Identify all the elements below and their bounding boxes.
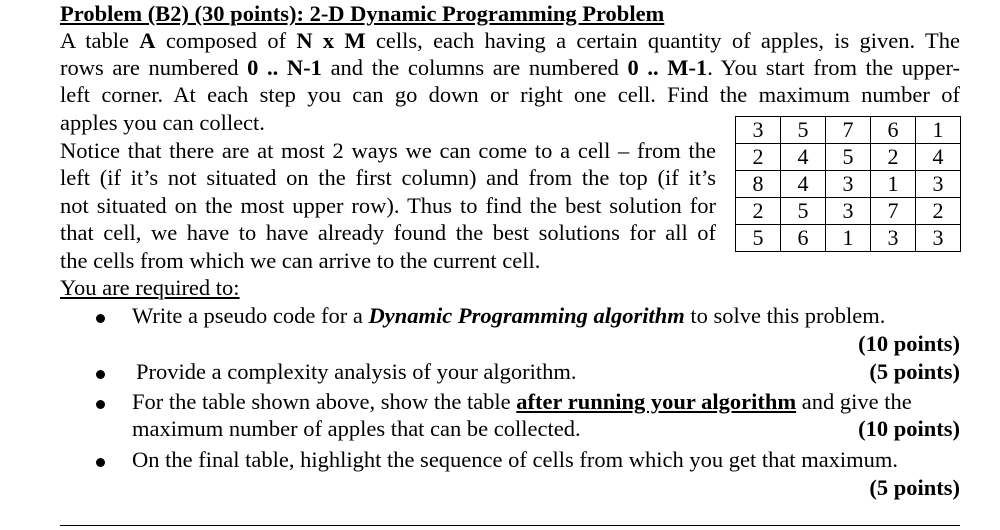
table-cell: 7: [826, 117, 871, 144]
bottom-rule: [60, 525, 960, 526]
bullet-dot: [96, 314, 105, 323]
bullet-dot: [96, 458, 105, 467]
bullet-4-text: On the final table, highlight the sequence of cells from which you get that maximum.: [132, 447, 899, 472]
table-cell: 8: [736, 171, 781, 198]
table-cell: 5: [736, 225, 781, 252]
table-row: [736, 117, 961, 144]
table-cell: 3: [826, 171, 871, 198]
table-cell: 1: [916, 117, 961, 144]
apples-table: [735, 116, 961, 252]
table-cell: 3: [736, 117, 781, 144]
table-cell: 1: [871, 171, 916, 198]
table-row: [736, 225, 961, 252]
intro-line-4: apples you can collect.: [60, 110, 265, 135]
notice-line-5: the cells from which we can arrive to the current cell.: [60, 248, 541, 273]
bullet-1-text: Write a pseudo code for a Dynamic Programming algorithm to solve this problem.: [132, 303, 886, 328]
table-cell: 3: [826, 198, 871, 225]
bullet-3-text-cont: maximum number of apples that can be collected.: [132, 416, 581, 441]
intro-line-2: rows are numbered 0 .. N-1 and the columns are numbered 0 .. M-1. You start from the upper-: [60, 55, 961, 80]
bullet-2-points: (5 points): [869, 359, 960, 384]
table-cell: 2: [736, 198, 781, 225]
bullet-2-text: Provide a complexity analysis of your algorithm.: [136, 359, 577, 384]
required-heading: You are required to:: [60, 275, 240, 300]
table-cell: 5: [826, 144, 871, 171]
table-cell: 2: [736, 144, 781, 171]
bullet-3-text: For the table shown above, show the table after running your algorithm and give the: [132, 389, 912, 414]
table-cell: 5: [781, 117, 826, 144]
bullet-4-points: (5 points): [869, 475, 960, 500]
table-cell: 5: [781, 198, 826, 225]
notice-line-1: Notice that there are at most 2 ways we can come to a cell – from the: [60, 138, 716, 163]
table-row: [736, 144, 961, 171]
table-cell: 6: [781, 225, 826, 252]
table-cell: 4: [781, 144, 826, 171]
table-cell: 4: [916, 144, 961, 171]
table-row: [736, 171, 961, 198]
table-cell: 2: [916, 198, 961, 225]
bullet-dot: [96, 370, 105, 379]
notice-line-3: not situated on the most upper row). Thus to find the best solution for: [60, 193, 716, 218]
table-cell: 3: [871, 225, 916, 252]
intro-line-1: A table A composed of N x M cells, each having a certain quantity of apples, is given. The: [60, 28, 960, 53]
table-cell: 3: [916, 225, 961, 252]
notice-line-4: that cell, we have to have already found the best solutions for all of: [60, 220, 716, 245]
bullet-3-points: (10 points): [858, 416, 960, 441]
notice-line-2: left (if it’s not situated on the first column) and from the top (if it’s: [60, 165, 716, 190]
table-row: [736, 198, 961, 225]
table-cell: 6: [871, 117, 916, 144]
table-cell: 3: [916, 171, 961, 198]
bullet-1-points: (10 points): [858, 331, 960, 356]
table-cell: 2: [871, 144, 916, 171]
bullet-dot: [96, 400, 105, 409]
table-cell: 1: [826, 225, 871, 252]
table-cell: 7: [871, 198, 916, 225]
intro-line-3: left corner. At each step you can go down or right one cell. Find the maximum number of: [60, 82, 960, 107]
table-cell: 4: [781, 171, 826, 198]
problem-title: Problem (B2) (30 points): 2-D Dynamic Programming Problem: [60, 1, 665, 26]
